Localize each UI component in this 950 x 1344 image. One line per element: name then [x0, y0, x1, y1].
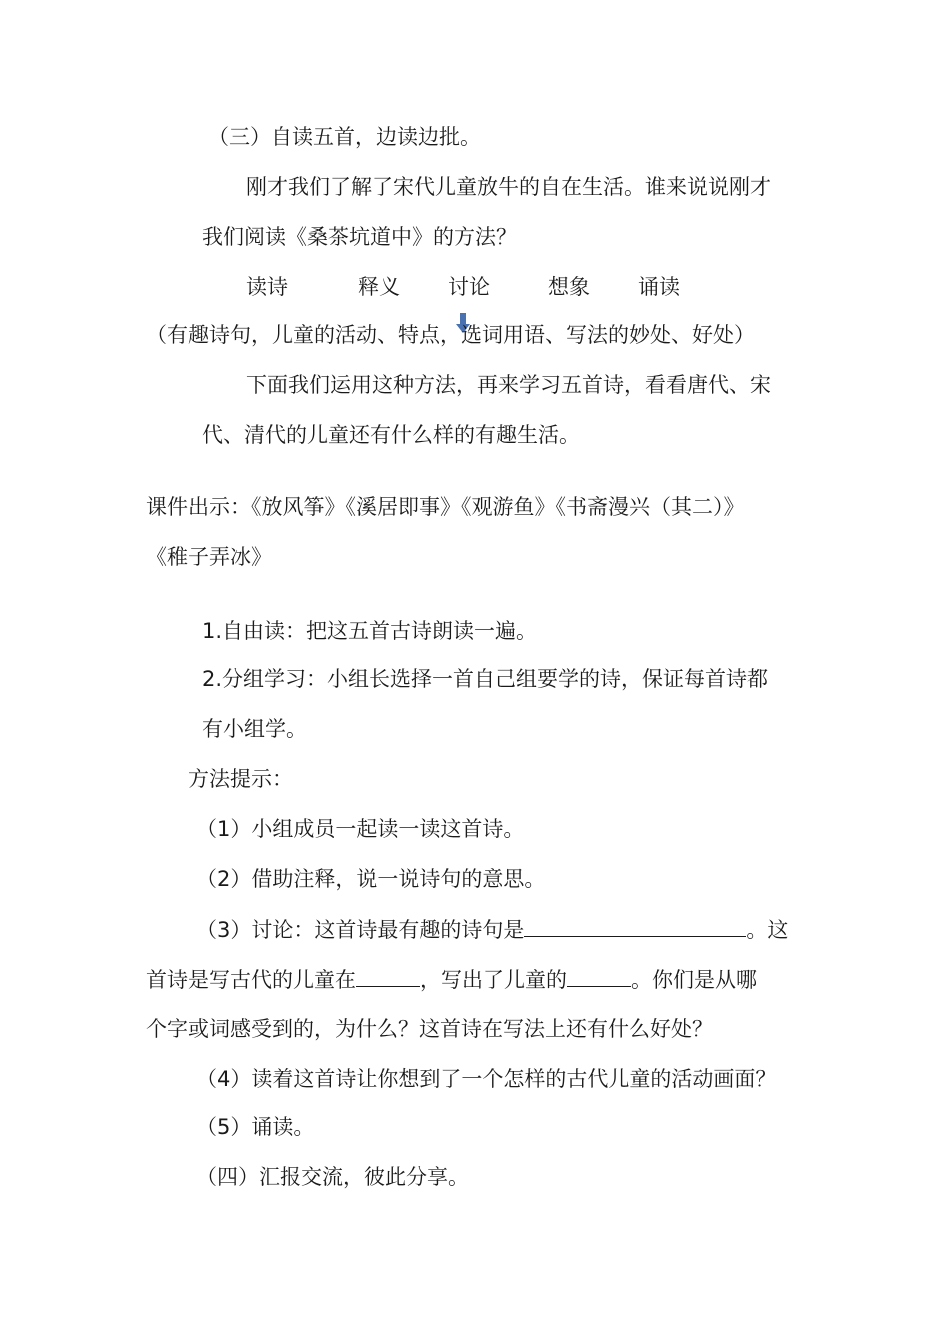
tip-3-text: ，写出了儿童的 [420, 968, 567, 992]
task-1: 1.自由读：把这五首古诗朗读一遍。 [202, 619, 538, 643]
intro-line-1: 刚才我们了解了宋代儿童放牛的自在生活。谁来说说刚才 [246, 175, 771, 199]
transition-line-1: 下面我们运用这种方法，再来学习五首诗，看看唐代、宋 [246, 373, 771, 397]
tip-3-text: 首诗是写古代的儿童在 [146, 968, 356, 992]
section3-heading: （三）自读五首，边读边批。 [208, 125, 481, 149]
transition-line-2: 代、清代的儿童还有什么样的有趣生活。 [202, 423, 580, 447]
courseware-line-1: 课件出示：《放风筝》《溪居即事》《观游鱼》《书斋漫兴（其二）》 [146, 495, 745, 519]
task-2-line-1: 2.分组学习：小组长选择一首自己组要学的诗，保证每首诗都 [202, 667, 769, 691]
tip-5: （5）诵读。 [196, 1115, 315, 1139]
tip-3-line-1 [196, 914, 788, 945]
method-step: 想象 [548, 275, 590, 299]
intro-line-2: 我们阅读《桑茶坑道中》的方法？ [202, 225, 517, 249]
tips-label: 方法提示： [188, 767, 293, 791]
task-2-line-2: 有小组学。 [202, 717, 307, 741]
tip-3-suffix: 。这 [746, 918, 789, 942]
tip-1: （1）小组成员一起读一读这首诗。 [196, 817, 525, 841]
method-step: 释义 [358, 275, 400, 299]
method-note: （有趣诗句，儿童的活动、特点，选词用语、写法的妙处、好处） [146, 323, 755, 347]
fill-blank[interactable] [524, 914, 746, 937]
method-step: 诵读 [638, 275, 680, 299]
tip-2: （2）借助注释，说一说诗句的意思。 [196, 867, 546, 891]
fill-blank[interactable] [356, 964, 420, 987]
tip-3-line-3: 个字或词感受到的，为什么？这首诗在写法上还有什么好处？ [146, 1017, 713, 1041]
tip-3-line-2 [146, 964, 757, 995]
tip-4: （4）读着这首诗让你想到了一个怎样的古代儿童的活动画面？ [196, 1067, 777, 1091]
tip-3-prompt: （3）讨论：这首诗最有趣的诗句是 [196, 918, 525, 942]
fill-blank[interactable] [567, 964, 631, 987]
section4-heading: （四）汇报交流，彼此分享。 [196, 1165, 469, 1189]
method-step: 讨论 [448, 275, 490, 299]
tip-3-text: 。你们是从哪 [631, 968, 757, 992]
method-step: 读诗 [246, 275, 288, 299]
courseware-line-2: 《稚子弄冰》 [146, 545, 272, 569]
